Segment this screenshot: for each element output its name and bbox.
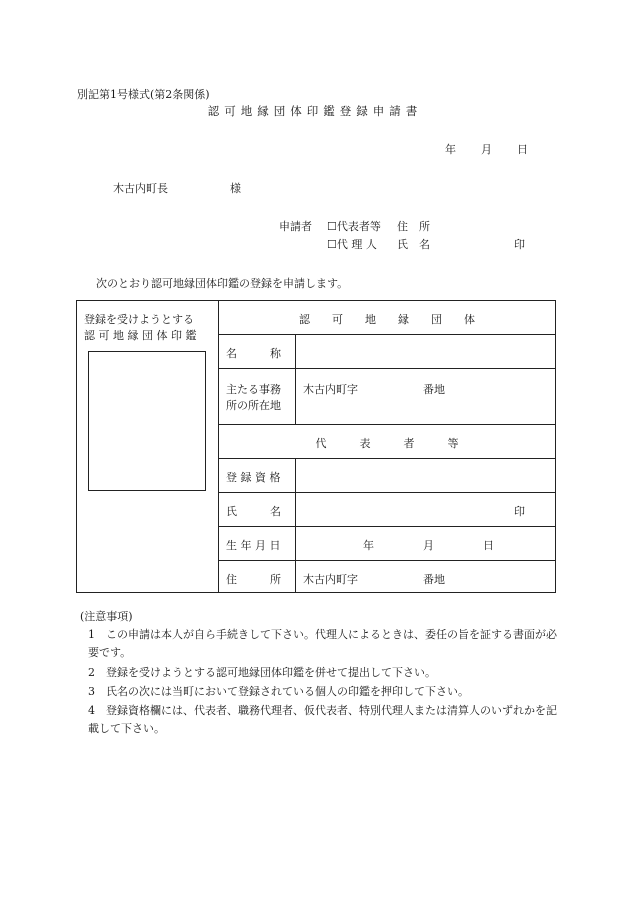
address-label: 住 所 [397, 220, 430, 233]
office-label-line2: 所の所在地 [226, 399, 281, 412]
seal-mark: 印 [514, 238, 525, 251]
page-title: 認可地縁団体印鑑登録申請書 [207, 104, 423, 118]
seal-impression-box[interactable] [88, 351, 206, 491]
table-rule [218, 334, 556, 335]
checkbox-agent[interactable]: ☐代 理 人 [327, 238, 377, 251]
qualification-label: 登 録 資 格 [226, 471, 281, 484]
table-rule [218, 492, 556, 493]
org-header: 認 可 地 縁 団 体 [299, 313, 475, 326]
date-day: 日 [517, 143, 528, 156]
stamp-label-line1: 登録を受けようとする [84, 313, 194, 326]
rep-seal-mark: 印 [514, 505, 525, 518]
birth-day: 日 [483, 539, 494, 552]
notes-heading: (注意事項) [80, 610, 133, 623]
date-month: 月 [481, 143, 492, 156]
applicant-label: 申請者 [279, 220, 312, 233]
birth-month: 月 [423, 539, 434, 552]
table-divider-org [295, 334, 296, 424]
qualification-field[interactable] [298, 460, 554, 490]
org-name-label: 名 称 [226, 347, 281, 360]
rep-name-label: 氏 名 [226, 505, 281, 518]
rep-header: 代 表 者 等 [315, 437, 459, 450]
birth-year: 年 [363, 539, 374, 552]
table-rule [218, 526, 556, 527]
office-value-prefix: 木古内町字 [303, 383, 358, 396]
form-label: 別記第1号様式(第2条関係) [77, 88, 210, 101]
table-rule [218, 560, 556, 561]
date-year: 年 [445, 143, 456, 156]
name-label: 氏 名 [397, 238, 430, 251]
intro-text: 次のとおり認可地縁団体印鑑の登録を申請します。 [96, 277, 349, 290]
table-rule [218, 458, 556, 459]
honorific: 様 [230, 182, 241, 195]
rep-address-label: 住 所 [226, 573, 281, 586]
stamp-label-line2: 認 可 地 縁 団 体 印 鑑 [84, 329, 197, 342]
rep-address-prefix: 木古内町字 [303, 573, 358, 586]
checkbox-representative[interactable]: ☐代表者等 [327, 220, 381, 233]
office-label-line1: 主たる事務 [226, 383, 281, 396]
note-item: 2 登録を受けようとする認可地縁団体印鑑を併せて提出して下さい。 [88, 666, 436, 679]
office-value-suffix: 番地 [423, 383, 445, 396]
note-item: 4 登録資格欄には、代表者、職務代理者、仮代表者、特別代理人または清算人のいずれかを記載して下さい。 [88, 704, 557, 735]
org-name-field[interactable] [298, 336, 554, 366]
birthdate-label: 生 年 月 日 [226, 539, 281, 552]
rep-address-suffix: 番地 [423, 573, 445, 586]
table-rule [218, 368, 556, 369]
note-item: 3 氏名の次には当町において登録されている個人の印鑑を押印して下さい。 [88, 685, 469, 698]
table-rule [218, 424, 556, 425]
addressee: 木古内町長 [113, 182, 168, 195]
note-item: 1 この申請は本人が自ら手続きして下さい。代理人によるときは、委任の旨を証する書面が必要です。 [88, 628, 557, 659]
